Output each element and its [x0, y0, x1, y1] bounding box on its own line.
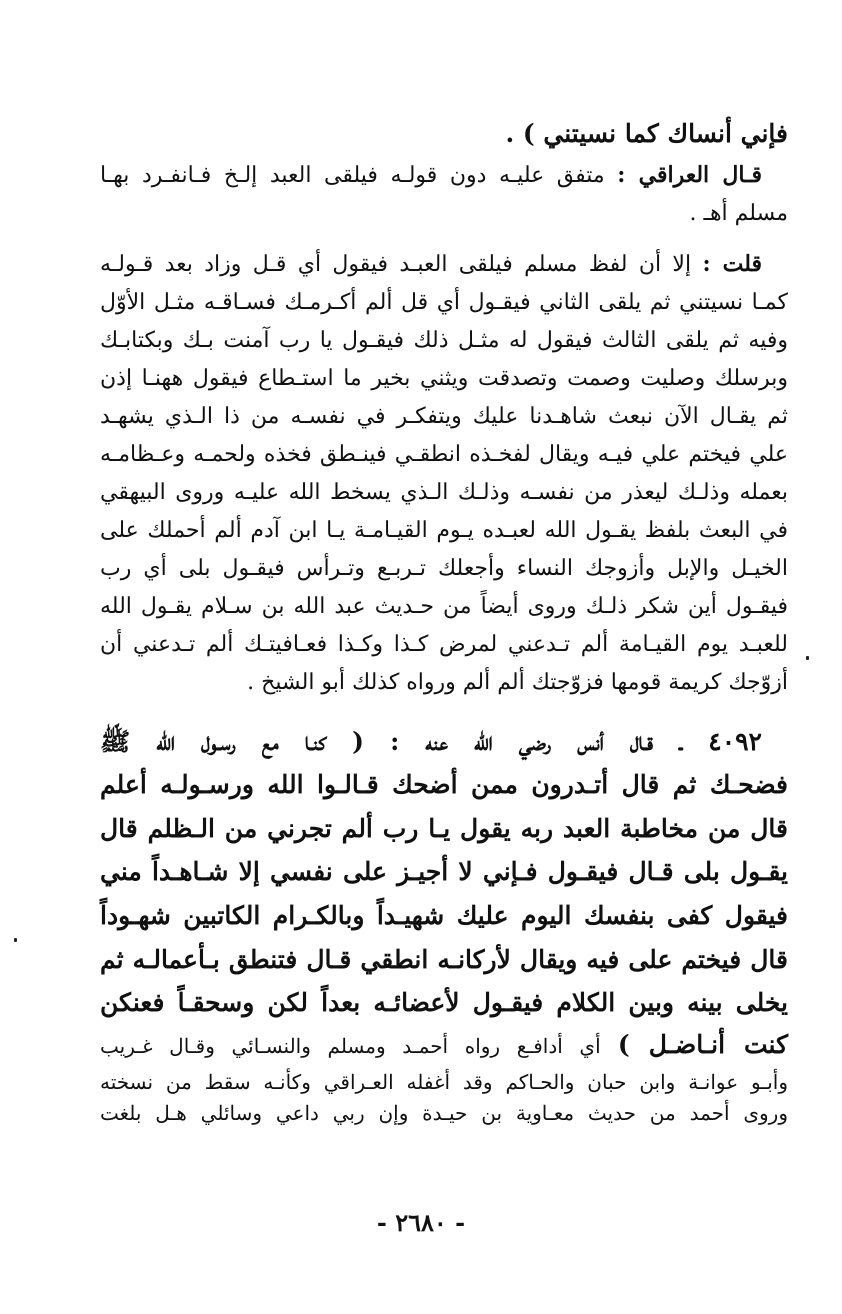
qultu-line: وبرسلك وصليت وصمت وتصدقت ويثني بخير ما استـطاع فيقول ههنـا إذن	[100, 365, 788, 391]
qultu-line: وفيه ثم يلقى الثالث فيقول له مثـل ذلك فيقـول يا رب آمنت بـك وبكتابـك	[100, 327, 788, 353]
qultu-line: في البعث بلفظ يقـول الله لعبـده يـوم القيـامـة يـا ابن آدم ألم أحملك على	[100, 517, 788, 543]
iraqi-note-text: مسلم أهـ .	[689, 200, 788, 226]
qultu-line: كمـا نسيتني ثم يلقى الثاني فيقـول أي قل ألم أكـرمـك فسـاقـه مثـل الأوّل	[100, 289, 788, 315]
hadith-line: قال من مخاطبة العبد ربه يقول يـا رب ألم تجرني من الـظلم قال	[100, 813, 788, 843]
qultu-line: علي فيختم علي فيـه ويقال لفخـذه انطقـي فينـطق فخذه ولحمـه وعـظامـه	[100, 441, 788, 467]
hadith-text: قـال أنس رضي الله عنه : ( كنـا مع رسـول الله ﷺ	[100, 726, 653, 756]
qultu-line: الخيـل والإبل وأزوجك النساء وأجعلك تـربـع وتـرأس فيقـول بلى أي رب	[100, 555, 788, 581]
qultu-line-1	[100, 245, 788, 284]
hadith-mixed-line	[100, 1025, 788, 1067]
commentary-line: وروى أحمد من حديث معـاوية بن حيـدة وإن ربي داعي وسائلي هـل بلغت	[100, 1100, 788, 1125]
commentary-line: وأبـو عوانـة وابن حبان والحـاكم وقد أغفله العـراقي وكأنـه سقط من نسخته	[100, 1069, 788, 1094]
qultu-line: بعمله وذلـك ليعذر من نفسـه وذلـك الـذي يسخط الله عليـه وروى البيهقي	[100, 479, 788, 505]
hadith-line: فيقول كفى بنفسك اليوم عليك شهيـداً وبالكـرام الكاتبين شهـوداً	[100, 900, 788, 930]
commentary-text: أي أدافـع رواه أحمـد ومسلم والنسـائي وقـال غـريب	[100, 1033, 601, 1058]
hadith-line: يقـول بلى قـال فيقـول فـإني لا أجيـز على نفسي إلا شـاهـداً مني	[100, 857, 788, 887]
iraqi-note-text: متفق عليـه دون قولـه فيلقى العبد إلـخ فـانفـرد بهـا	[100, 162, 605, 188]
hadith-line: فضحـك ثم قال أتـدرون ممن أضحك قـالـوا الله ورسـولـه أعلم	[100, 770, 788, 800]
scan-speck	[14, 938, 17, 942]
qultu-line: للعبـد يوم القيـامة ألم تـدعني لمرض كـذا وكـذا فعـافيتـك ألم تـدعني أن	[100, 631, 788, 657]
page-number: - ٢٦٨٠ -	[376, 1208, 466, 1237]
hadith-number: ٤٠٩٢ ـ	[679, 726, 762, 756]
hadith-line-1	[100, 720, 788, 764]
qultu-line: ثم يقـال الآن نبعث شاهـدنا عليك ويتفكـر في نفسـه من ذا الـذي يشهـد	[100, 403, 788, 429]
qultu-text: إلا أن لفظ مسلم فيلقى العبـد فيقول أي قـل وزاد بعد قـولـه	[100, 251, 692, 277]
spacer	[100, 702, 788, 720]
page-body	[100, 112, 788, 1129]
scan-speck	[806, 656, 809, 660]
opening-line	[100, 112, 788, 156]
qultu-line: أزوّجك كريمة قومها فزوّجتك ألم ألم ورواه كذلك أبو الشيخ .	[247, 669, 788, 695]
iraqi-note-line-2	[100, 195, 788, 233]
qultu-label: قلت :	[702, 250, 763, 277]
opening-text: فإني أنساك كما نسيتني ) .	[505, 119, 788, 148]
hadith-text-end: كنت أنـاضـل )	[617, 1029, 788, 1059]
hadith-line: يخلى بينه وبين الكلام فيقـول لأعضائـه بعداً لكن وسحقـاً فعنكن	[100, 988, 788, 1018]
iraqi-note-label: قـال العراقي :	[617, 161, 763, 188]
iraqi-note-line-1	[100, 156, 788, 195]
qultu-line: فيقـول أين شكر ذلـك وروى أيضاً من حـديث عبد الله بن سـلام يقـول الله	[100, 593, 788, 619]
hadith-line: قال فيختم على فيه ويقال لأركانـه انطقي قـال فتنطق بـأعمالـه ثم	[100, 944, 788, 974]
spacer	[100, 233, 788, 245]
